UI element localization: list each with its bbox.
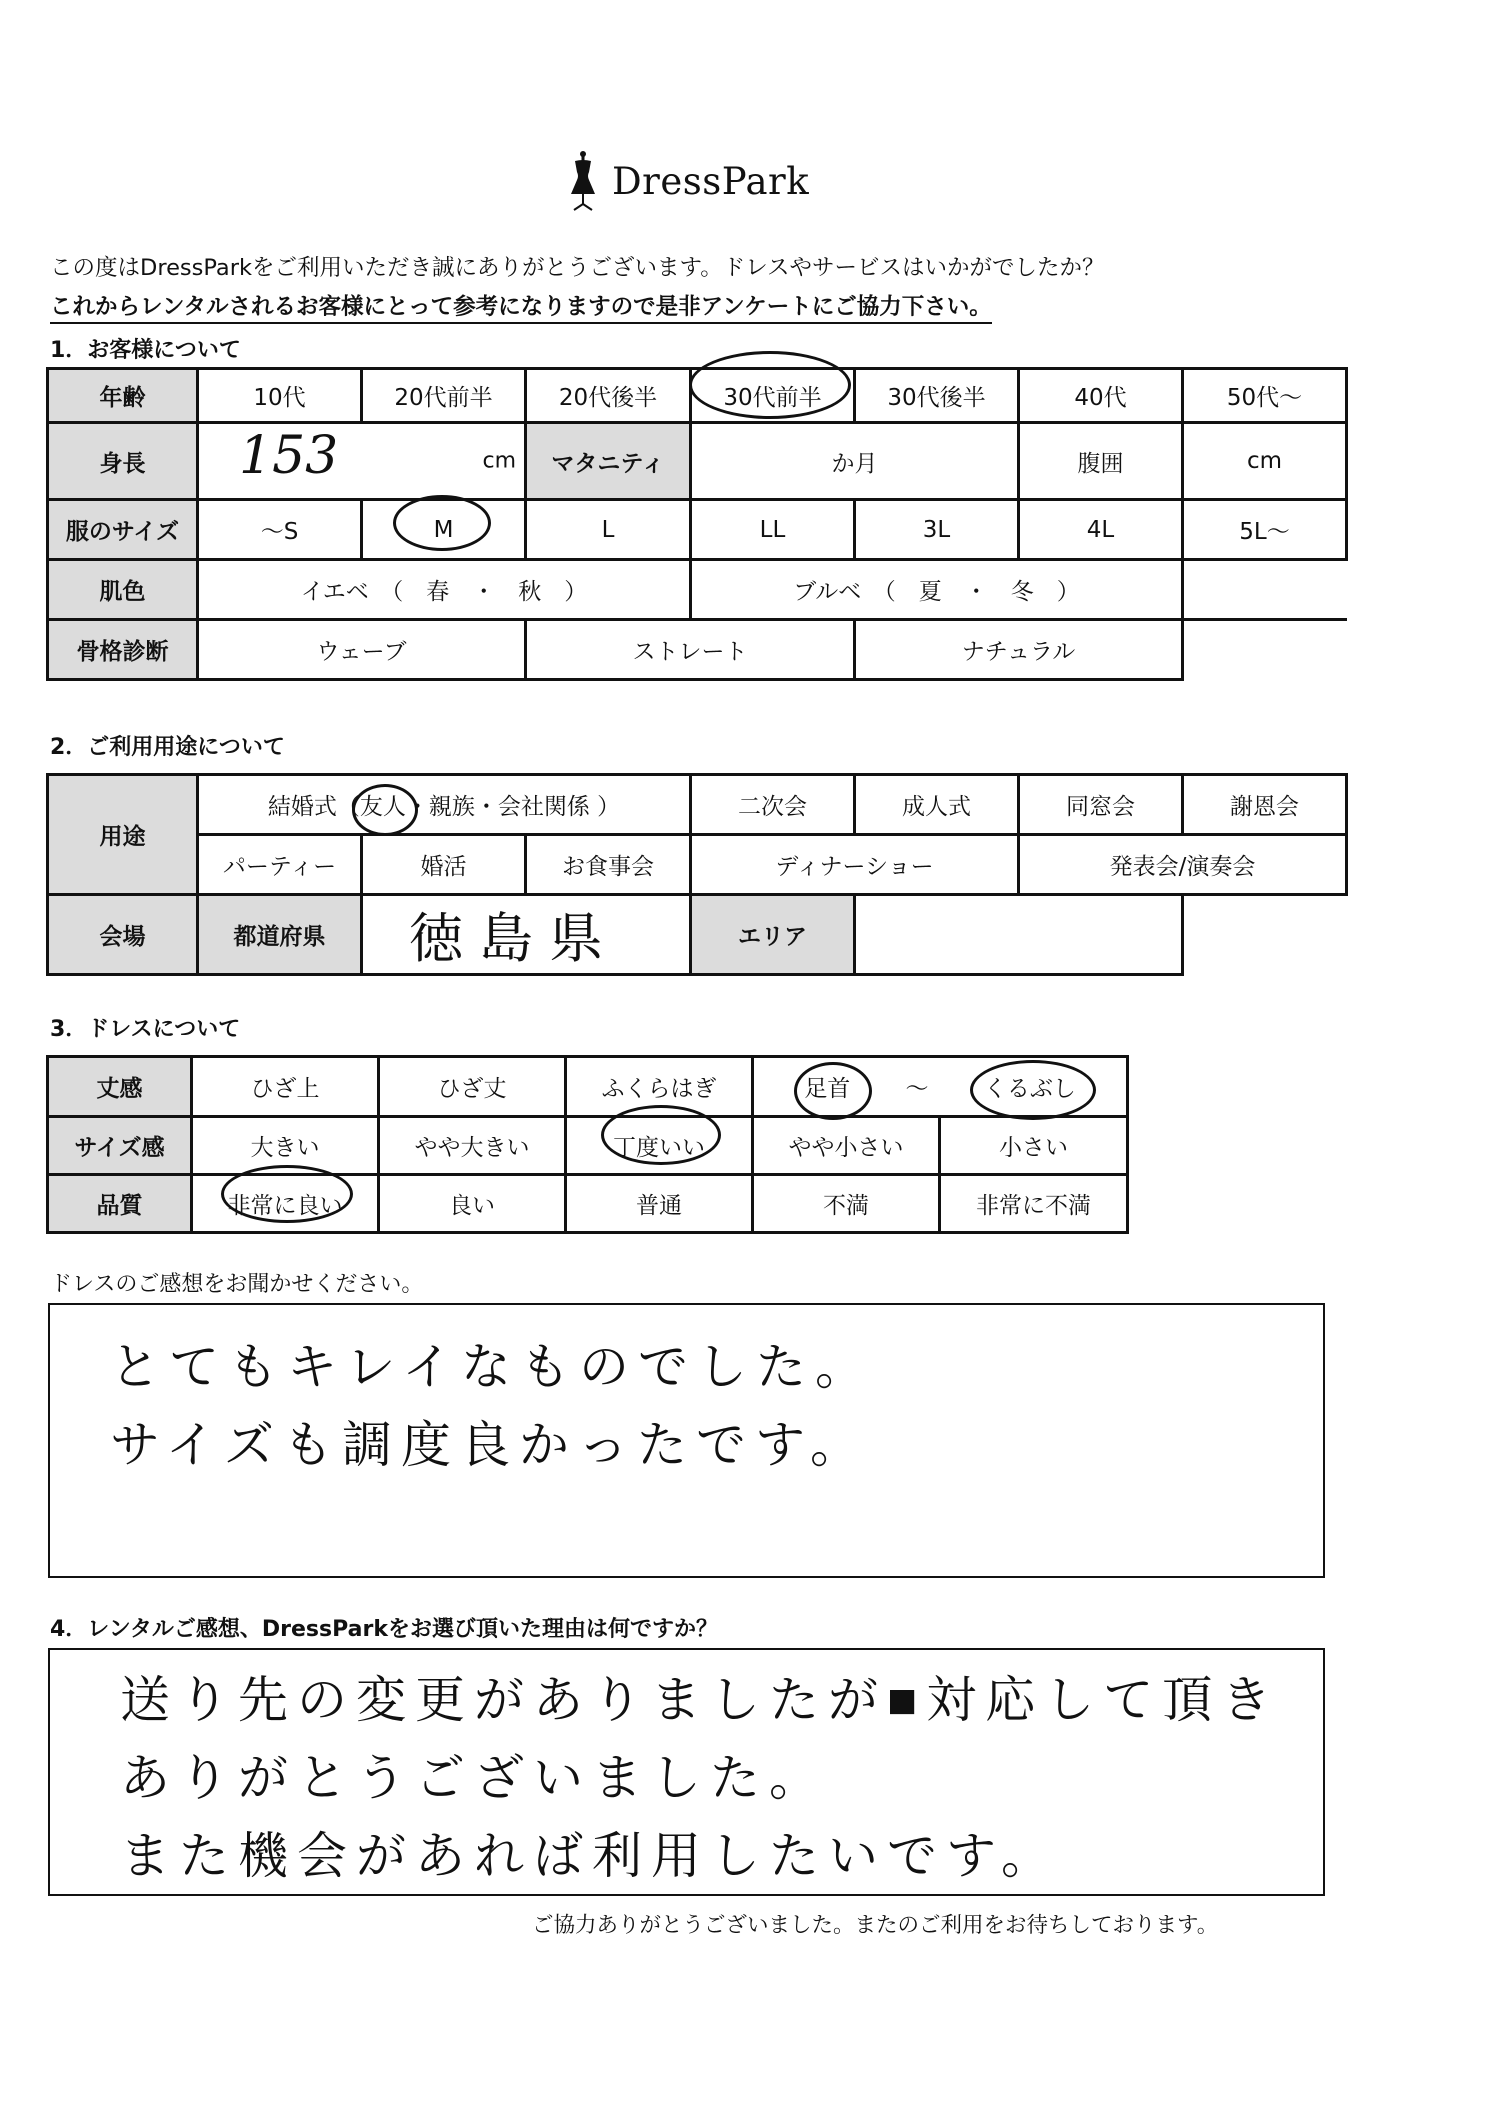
area-label: エリア [691,895,855,975]
dress-comment-prompt: ドレスのご感想をお聞かせください。 [50,1272,424,1297]
length-ankle-selected[interactable] [804,1076,850,1102]
skin-option[interactable]: イエベ （ 春 ・ 秋 ） [198,560,691,620]
fit-label: サイズ感 [48,1117,192,1175]
age-label: 年齢 [48,369,198,423]
skin-option[interactable]: ブルベ （ 夏 ・ 冬 ） [691,560,1183,620]
frame-option[interactable]: ウェーブ [198,620,526,680]
size-option-selected[interactable] [362,500,526,560]
skin-row [48,560,1347,620]
age-option[interactable]: 50代〜 [1183,369,1347,423]
height-field[interactable] [198,423,526,500]
age-option[interactable]: 40代 [1019,369,1183,423]
length-anklebone-selected[interactable] [984,1076,1076,1102]
fit-option[interactable]: 小さい [940,1117,1128,1175]
size-option[interactable]: 4L [1019,500,1183,560]
age-option[interactable]: 20代前半 [362,369,526,423]
fit-selected-label: 丁度いい [613,1135,705,1161]
dress-form-icon [568,150,598,212]
area-field[interactable] [855,895,1183,975]
size-option[interactable]: L [526,500,691,560]
length-range-tilde: 〜 [905,1076,929,1102]
quality-option[interactable]: 普通 [566,1175,753,1233]
age-option-selected[interactable] [691,369,855,423]
length-label: 丈感 [48,1057,192,1117]
frame-row [48,620,1347,680]
fit-option[interactable]: 大きい [192,1117,379,1175]
usage-option[interactable]: 成人式 [855,775,1019,835]
dress-comment-line: サイズも調度良かったです。 [110,1416,869,1474]
wedding-other-label: ・親族・会社関係 ） [405,794,621,820]
waist-field[interactable]: cm [1183,423,1347,500]
usage-option[interactable]: ディナーショー [691,835,1019,895]
section3-title: 3．ドレスについて [50,1017,241,1042]
height-row [48,423,1347,500]
length-option[interactable]: ふくらはぎ [566,1057,753,1117]
wedding-label: 結婚式（ [267,794,360,820]
size-selected-label: M [433,516,454,543]
length-option[interactable]: ひざ上 [192,1057,379,1117]
quality-option[interactable]: 良い [379,1175,566,1233]
intro-text: この度はDressParkをご利用いただき誠にありがとうございます。ドレスやサービスはいかがでしたか？ [50,255,1105,281]
height-unit: cm [482,448,516,474]
length-ankle-label: 足首 [804,1076,851,1102]
rental-comment-box[interactable] [48,1648,1325,1896]
prefecture-field[interactable] [362,895,691,975]
size-option[interactable]: LL [691,500,855,560]
quality-option[interactable]: 非常に不満 [940,1175,1128,1233]
customer-table [46,367,1348,681]
usage-option[interactable]: パーティー [198,835,362,895]
waist-label: 腹囲 [1019,423,1183,500]
section2-title: 2．ご利用用途について [50,735,285,760]
wedding-friend-label: 友人 [359,794,406,820]
dress-comment-box[interactable] [48,1303,1325,1578]
usage-option[interactable]: 謝恩会 [1183,775,1347,835]
height-value: 153 [239,426,339,486]
age-option[interactable]: 10代 [198,369,362,423]
prefecture-label: 都道府県 [198,895,362,975]
age-option[interactable]: 30代後半 [855,369,1019,423]
quality-option[interactable]: 不満 [753,1175,940,1233]
age-selected-label: 30代前半 [723,385,822,411]
quality-selected-label: 非常に良い [227,1193,343,1219]
frame-label: 骨格診断 [48,620,198,680]
wedding-friend-selected[interactable] [360,794,406,820]
age-option[interactable]: 20代後半 [526,369,691,423]
rental-comment-line: また機会があれば利用したいです。 [120,1827,1060,1885]
usage-option[interactable]: 発表会/演奏会 [1019,835,1347,895]
fit-option[interactable]: やや大きい [379,1117,566,1175]
size-option[interactable]: 〜S [198,500,362,560]
dress-table [46,1055,1129,1234]
rental-comment-line: 送り先の変更がありましたが■対応して頂き [120,1671,1281,1729]
size-label: 服のサイズ [48,500,198,560]
frame-option[interactable]: ナチュラル [855,620,1183,680]
fit-option-selected[interactable] [566,1117,753,1175]
skin-label: 肌色 [48,560,198,620]
usage-option[interactable]: お食事会 [526,835,691,895]
length-option[interactable]: ひざ丈 [379,1057,566,1117]
prefecture-value: 徳島県 [409,907,619,970]
footer-thanks: ご協力ありがとうございました。またのご利用をお待ちしております。 [532,1913,1219,1938]
age-row [48,369,1347,423]
usage-label: 用途 [48,775,198,895]
maternity-label: マタニティ [526,423,691,500]
usage-wedding[interactable] [198,775,691,835]
fit-option[interactable]: やや小さい [753,1117,940,1175]
size-row [48,500,1347,560]
size-option[interactable]: 5L〜 [1183,500,1347,560]
quality-label: 品質 [48,1175,192,1233]
height-label: 身長 [48,423,198,500]
venue-label: 会場 [48,895,198,975]
intro-request: これからレンタルされるお客様にとって参考になりますので是非アンケートにご協力下さい。 [50,289,992,324]
brand-name: DressPark [612,159,810,203]
size-option[interactable]: 3L [855,500,1019,560]
usage-option[interactable]: 同窓会 [1019,775,1183,835]
brand-logo [568,150,809,212]
length-anklebone-label: くるぶし [983,1076,1076,1102]
dress-comment-line: とてもキレイなものでした。 [110,1338,874,1396]
rental-comment-line: ありがとうございました。 [120,1749,828,1807]
length-option-selected[interactable] [753,1057,1128,1117]
usage-option[interactable]: 二次会 [691,775,855,835]
usage-table [46,773,1348,976]
maternity-field[interactable]: か月 [691,423,1019,500]
quality-option-selected[interactable] [192,1175,379,1233]
frame-option[interactable]: ストレート [526,620,855,680]
usage-option[interactable]: 婚活 [362,835,526,895]
section1-title: 1．お客様について [50,338,241,363]
section4-title: 4．レンタルご感想、DressParkをお選び頂いた理由は何ですか？ [50,1617,718,1642]
